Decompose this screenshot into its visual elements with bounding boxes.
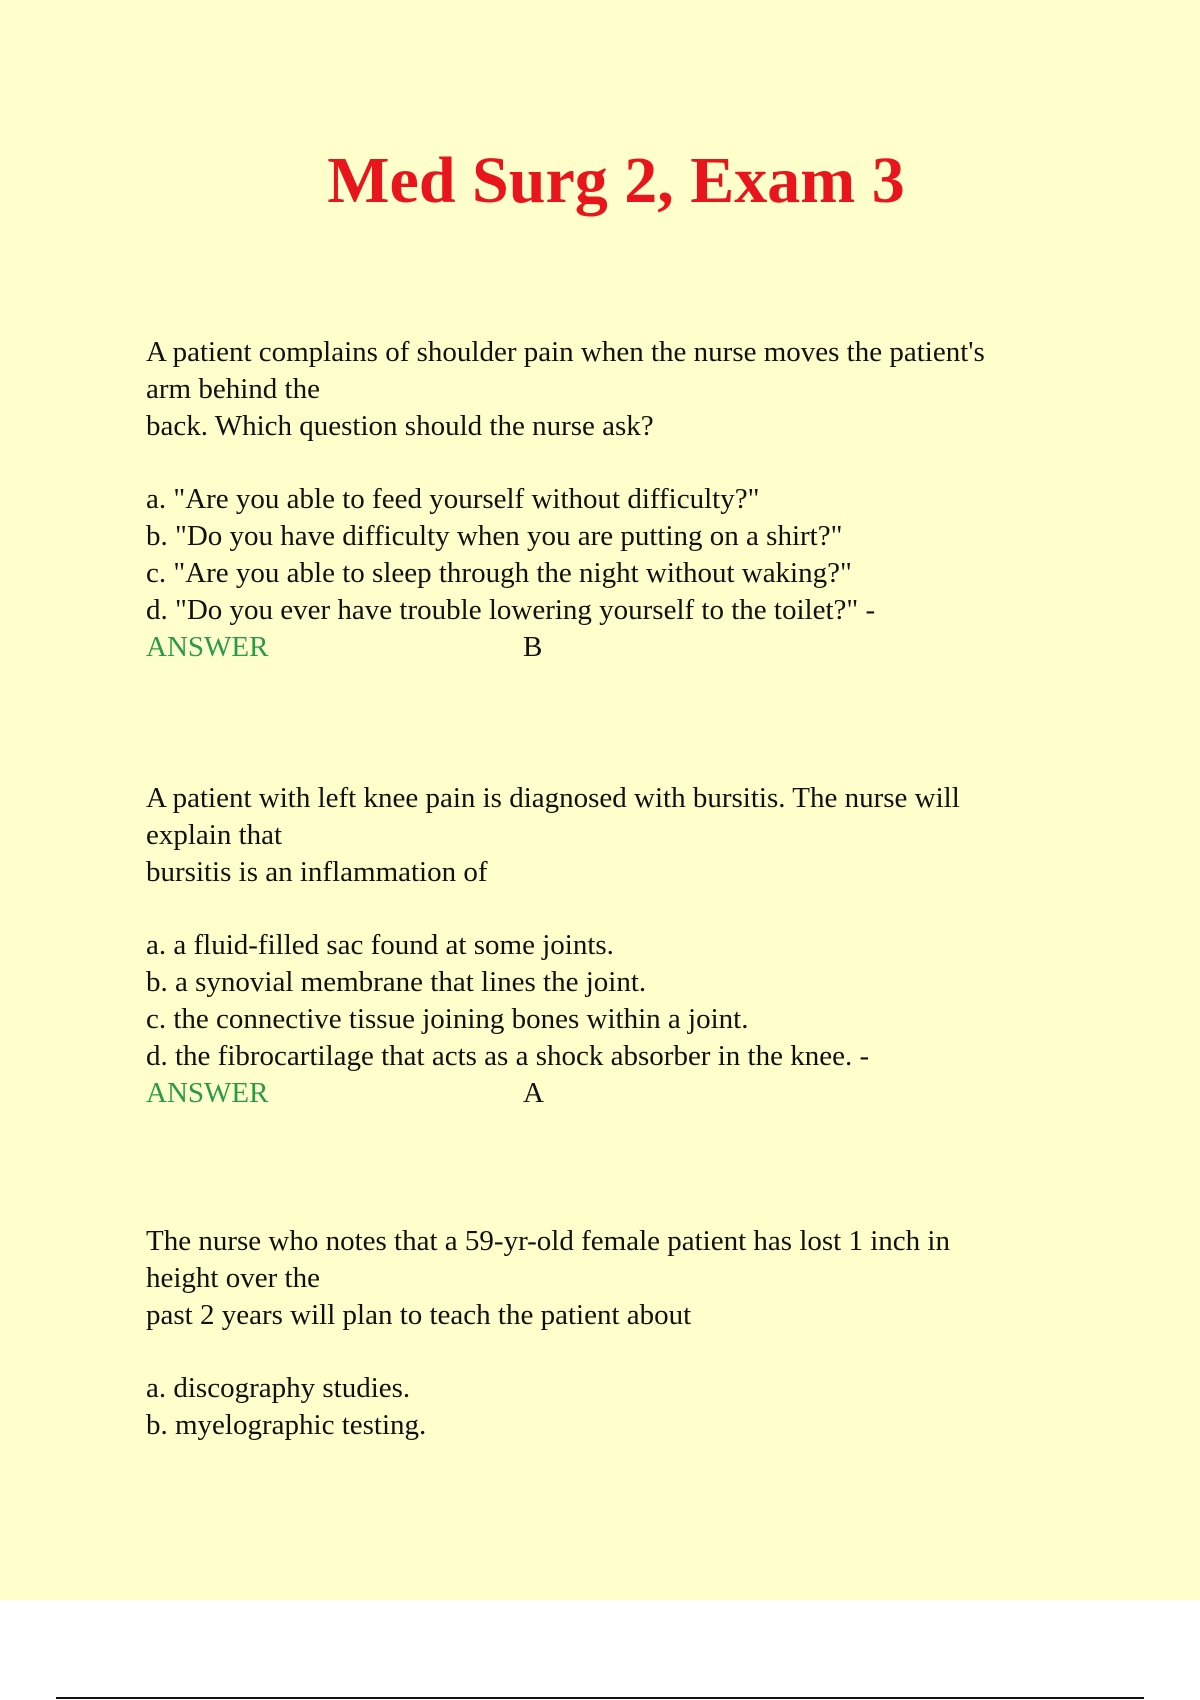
question-stem — [146, 780, 1086, 891]
question-2 — [146, 780, 1086, 1112]
option-a: a. "Are you able to feed yourself without difficulty?" — [146, 483, 760, 515]
stem-line: arm behind the — [146, 373, 320, 405]
answer-label: ANSWER — [146, 631, 269, 663]
stem-line: past 2 years will plan to teach the patient about — [146, 1299, 692, 1331]
option-a: a. a fluid-filled sac found at some joints. — [146, 929, 614, 961]
spacer — [146, 445, 1086, 481]
option-c: c. the connective tissue joining bones within a joint. — [146, 1003, 749, 1035]
stem-line: back. Which question should the nurse ask? — [146, 410, 654, 442]
stem-line: explain that — [146, 819, 283, 851]
option-b: b. a synovial membrane that lines the joint. — [146, 966, 647, 998]
spacer — [146, 1334, 1086, 1370]
option-d: d. "Do you ever have trouble lowering yourself to the toilet?" - — [146, 594, 876, 626]
spacer — [146, 891, 1086, 927]
stem-line: bursitis is an inflammation of — [146, 856, 488, 888]
answer-value: B — [523, 631, 543, 663]
option-list — [146, 1370, 1086, 1444]
option-b: b. myelographic testing. — [146, 1409, 427, 1441]
option-c: c. "Are you able to sleep through the night without waking?" — [146, 557, 852, 589]
question-stem — [146, 1223, 1086, 1334]
option-d: d. the fibrocartilage that acts as a shock absorber in the knee. - — [146, 1040, 870, 1072]
document-title: Med Surg 2, Exam 3 — [327, 144, 905, 217]
answer-label: ANSWER — [146, 1077, 269, 1109]
option-b: b. "Do you have difficulty when you are putting on a shirt?" — [146, 520, 843, 552]
question-3 — [146, 1223, 1086, 1444]
stem-line: A patient complains of shoulder pain when the nurse moves the patient's — [146, 336, 985, 368]
answer-value: A — [523, 1077, 544, 1109]
option-a: a. discography studies. — [146, 1372, 411, 1404]
stem-line: A patient with left knee pain is diagnosed with bursitis. The nurse will — [146, 782, 960, 814]
answer-row — [146, 629, 1086, 666]
stem-line: height over the — [146, 1262, 320, 1294]
stem-line: The nurse who notes that a 59-yr-old female patient has lost 1 inch in — [146, 1225, 950, 1257]
option-list — [146, 927, 1086, 1075]
footer-divider — [56, 1697, 1144, 1699]
question-1 — [146, 334, 1086, 666]
question-stem — [146, 334, 1086, 445]
option-list — [146, 481, 1086, 629]
answer-row — [146, 1075, 1086, 1112]
